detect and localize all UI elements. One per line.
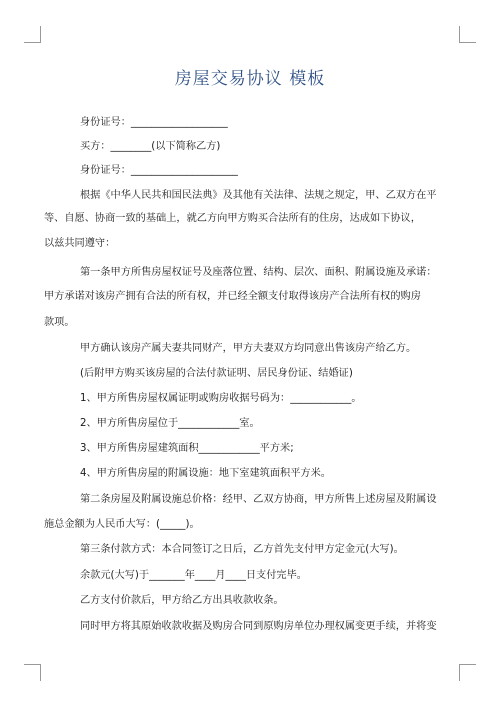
crop-mark-bottom-left <box>24 664 41 665</box>
article-one-line: 款项。 <box>44 317 75 328</box>
clause-item: 1、甲方所售房屋权属证明或购房收据号码为：____________。 <box>80 393 362 404</box>
article-two-line: 第二条房屋及附属设施总价格：经甲、乙双方协商，甲方所售上述房屋及附属设 <box>80 494 437 505</box>
receipt-line: 乙方支付价款后，甲方给乙方出具收款收条。 <box>80 595 284 606</box>
clause-item: 2、甲方所售房屋位于____________室。 <box>80 418 260 429</box>
article-one-line: 甲方承诺对该房产拥有合法的所有权，并已经全额支付取得该房产合法所有权的购房 <box>44 291 421 302</box>
seller-id-line: 身份证号：___________________ <box>80 117 228 128</box>
article-two-line: 施总金额为人民币大写：(_____)。 <box>44 519 200 530</box>
preamble-line: 以兹共同遵守： <box>44 238 116 249</box>
buyer-id-line: 身份证号：_____________________ <box>80 165 238 176</box>
buyer-line: 买方：________(以下简称乙方) <box>80 141 221 152</box>
preamble-line: 等、自愿、协商一致的基础上，就乙方向甲方购买合法所有的住房，达成如下协议， <box>44 213 421 224</box>
joint-property-line: 甲方确认该房产属夫妻共同财产，甲方夫妻双方均同意出售该房产给乙方。 <box>80 343 417 354</box>
balance-line: 余款元(大写)于_______年____月____日支付完毕。 <box>80 570 307 581</box>
preamble-line: 根据《中华人民共和国民法典》及其他有关法律、法规之规定，甲、乙双方在平 <box>80 190 437 201</box>
crop-mark-top-left <box>40 26 41 43</box>
crop-mark-top-right <box>459 26 460 43</box>
clause-item: 4、甲方所售房屋的附属设施：地下室建筑面积平方米。 <box>80 468 331 479</box>
crop-mark-top-right <box>459 42 476 43</box>
article-three-line: 第三条付款方式：本合同签订之日后，乙方首先支付甲方定金元(大写)。 <box>80 544 404 555</box>
article-one-line: 第一条甲方所售房屋权证号及座落位置、结构、层次、面积、附属设施及承诺： <box>80 267 437 278</box>
crop-mark-top-left <box>24 42 41 43</box>
crop-mark-bottom-right <box>459 664 460 681</box>
attachment-note-line: (后附甲方购买该房屋的合法付款证明、居民身份证、结婚证) <box>80 368 353 379</box>
crop-mark-bottom-right <box>459 664 476 665</box>
document-title: 房屋交易协议 模板 <box>174 69 326 89</box>
crop-mark-bottom-left <box>40 664 41 681</box>
transfer-line: 同时甲方将其原始收款收据及购房合同到原购房单位办理权属变更手续，并将变 <box>80 621 437 632</box>
clause-item: 3、甲方所售房屋建筑面积____________平方米; <box>80 443 294 454</box>
